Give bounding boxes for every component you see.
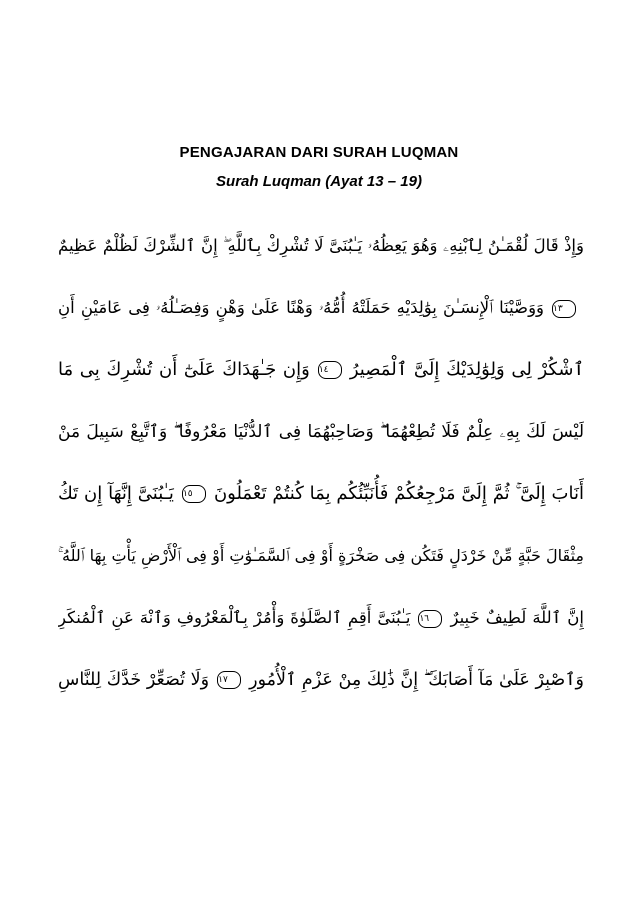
verse-text: وَإِن جَـٰهَدَاكَ عَلَىٰٓ أَن تُشْرِكَ بِى مَا [58,359,310,380]
ayah-number-marker: ١٧ [217,671,241,689]
ayah-number-marker: ١٣ [552,300,576,318]
verse-text: وَوَصَّيْنَا ٱلْإِنسَـٰنَ بِوَٰلِدَيْهِ حَمَلَتْهُ أُمُّهُۥ وَهْنًا عَلَىٰ وَهْنٍ وَفِصَـٰلُهُۥ فِى عَامَيْنِ أَنِ [58,298,544,317]
verse-line-8 [58,649,584,711]
verse-line-2 [58,277,584,339]
verse-text: لَيْسَ لَكَ بِهِۦ عِلْمٌ فَلَا تُطِعْهُمَا ۖ وَصَاحِبْهُمَا فِى ٱلدُّنْيَا مَعْرُوفًا ۖ وَٱتَّبِعْ سَبِيلَ مَنْ [58,422,584,442]
verse-text: إِنَّ ٱللَّهَ لَطِيفٌ خَبِيرٌ [450,608,584,627]
verse-text: ٱشْكُرْ لِى وَلِوَٰلِدَيْكَ إِلَىَّ ٱلْمَصِيرُ [349,359,584,380]
verse-text: وَلَا تُصَعِّرْ خَدَّكَ لِلنَّاسِ [58,670,210,690]
ayah-number-marker: ١٤ [318,361,342,379]
verse-line-7 [58,587,584,649]
verse-text: يَـٰبُنَىَّ إِنَّهَآ إِن تَكُ [58,483,174,504]
ayah-number-marker: ١٦ [418,610,442,628]
verse-line-6 [58,525,584,587]
verse-line-5 [58,463,584,525]
page-subtitle: Surah Luqman (Ayat 13 – 19) [216,173,422,190]
verse-line-3 [58,339,584,401]
verse-line-1 [58,215,584,277]
verse-text: وَٱصْبِرْ عَلَىٰ مَآ أَصَابَكَ ۖ إِنَّ ذَٰلِكَ مِنْ عَزْمِ ٱلْأُمُورِ [249,670,584,690]
verse-line-4 [58,401,584,463]
verse-text: وَإِذْ قَالَ لُقْمَـٰنُ لِٱبْنِهِۦ وَهُوَ يَعِظُهُۥ يَـٰبُنَىَّ لَا تُشْرِكْ بِٱللَّهِ ۖ إِنَّ ٱلشِّرْكَ لَظُلْمٌ عَظِيمٌ [58,236,584,255]
verse-text: مِثْقَالَ حَبَّةٍ مِّنْ خَرْدَلٍ فَتَكُن فِى صَخْرَةٍ أَوْ فِى ٱلسَّمَـٰوَٰتِ أَوْ فِى ٱلْأَرْضِ يَأْتِ بِهَا ٱللَّهُ ۚ [58,546,584,565]
verse-text: يَـٰبُنَىَّ أَقِمِ ٱلصَّلَوٰةَ وَأْمُرْ بِٱلْمَعْرُوفِ وَٱنْهَ عَنِ ٱلْمُنكَرِ [58,608,411,627]
page-title: PENGAJARAN DARI SURAH LUQMAN [179,144,459,161]
ayah-number-marker: ١٥ [182,485,206,503]
quran-verses [58,215,584,711]
verse-text: أَنَابَ إِلَىَّ ۚ ثُمَّ إِلَىَّ مَرْجِعُكُمْ فَأُنَبِّئُكُم بِمَا كُنتُمْ تَعْمَلُونَ [213,483,584,504]
